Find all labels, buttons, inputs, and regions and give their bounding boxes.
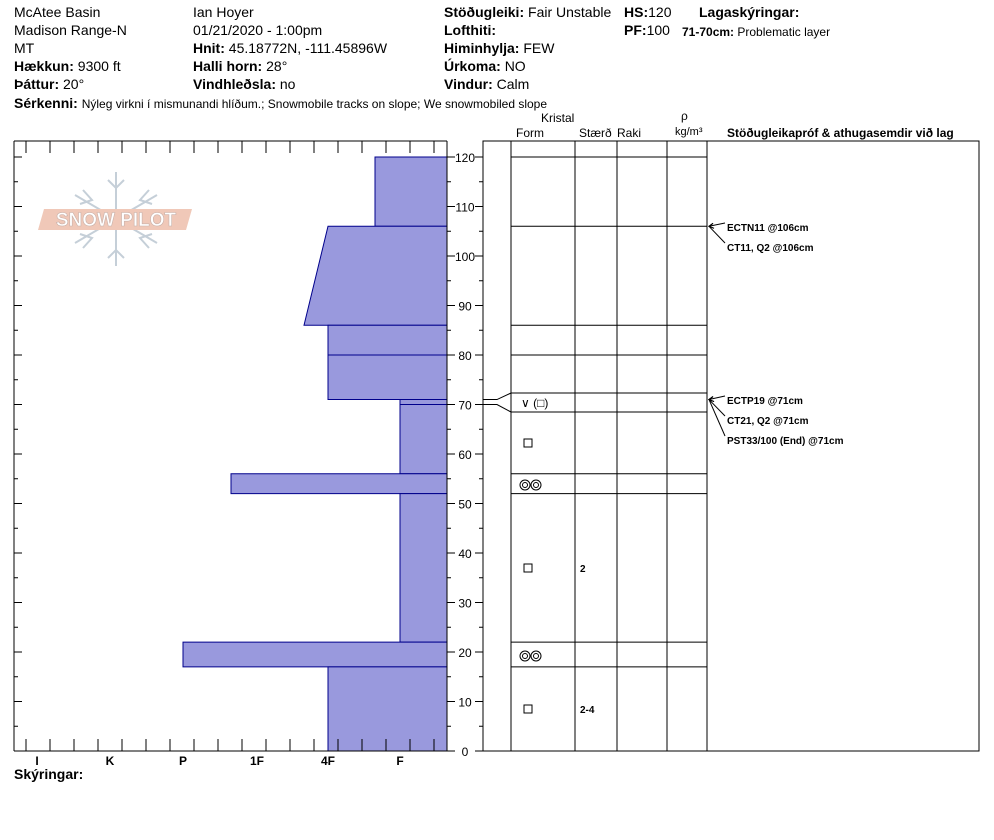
wind-loading-value: no [279, 76, 296, 92]
hardness-label: K [105, 754, 115, 768]
stability-tests [709, 223, 844, 447]
test-label: CT11, Q2 @106cm [727, 243, 814, 254]
density-unit-header: kg/m³ [675, 126, 703, 138]
hardness-bar [400, 400, 447, 405]
crystal-form-cell [520, 480, 541, 490]
wind-label: Vindur: [444, 76, 493, 92]
faceted-icon [524, 705, 532, 713]
sky-label: Himinhylja: [444, 40, 520, 56]
crystal-size: 2-4 [580, 705, 595, 716]
pf-value: 100 [646, 22, 670, 38]
snowpilot-logo [38, 172, 192, 266]
hardness-bar [328, 355, 447, 400]
hardness-axis [35, 754, 403, 768]
crystal-header: Kristal [541, 111, 575, 125]
crystal-form-cell [520, 651, 541, 661]
melt-form-inner [523, 654, 528, 659]
melt-form-icon [520, 480, 530, 490]
hardness-label: I [35, 754, 39, 768]
precip-value: NO [504, 58, 526, 74]
moisture-header: Raki [617, 126, 642, 140]
precip-label: Úrkoma: [444, 58, 501, 74]
size-header: Stærð [579, 126, 612, 140]
hardness-bar [304, 226, 447, 325]
y-tick-label: 80 [458, 349, 472, 363]
remarks-label: Sérkenni: [14, 95, 78, 111]
melt-form-icon [531, 480, 541, 490]
elevation-label: Hækkun: [14, 58, 74, 74]
aspect-label: Þáttur: [14, 76, 60, 92]
connector-line [483, 405, 511, 413]
y-tick-label: 120 [454, 151, 476, 165]
y-tick-label: 110 [455, 200, 475, 215]
crystal-form-cell [524, 705, 595, 716]
hardness-label: P [178, 754, 188, 768]
hardness-bar [375, 157, 447, 226]
test-label: CT21, Q2 @71cm [727, 416, 809, 427]
sky-value: FEW [523, 40, 555, 56]
faceted-icon [524, 564, 532, 572]
y-tick-label: 30 [458, 596, 472, 611]
wind-value: Calm [496, 76, 530, 92]
hardness-bar [231, 474, 447, 494]
y-tick-label: 40 [458, 547, 472, 561]
slope-label: Halli horn: [193, 58, 263, 74]
melt-form-inner [534, 654, 539, 659]
observer: Ian Hoyer [193, 4, 254, 20]
test-label: ECTN11 @106cm [727, 223, 809, 234]
hardness-label: 4F [320, 754, 336, 768]
crystal-form-cell [524, 564, 586, 575]
hardness-label: F [396, 754, 404, 768]
y-tick-label: 50 [458, 497, 472, 512]
hardness-bar [328, 667, 447, 751]
location-line2: Madison Range-N [14, 22, 127, 38]
remarks-value: Nýleg virkni í mismunandi hlíðum.; Snowmobile tracks on slope; We snowmobiled slope [81, 97, 548, 111]
slope-value: 28° [266, 58, 288, 74]
melt-form-inner [523, 483, 528, 488]
y-tick-label: 0 [461, 745, 469, 759]
location-line1: McAtee Basin [14, 4, 101, 20]
y-tick-label: 70 [458, 398, 472, 413]
pf-label: PF: [624, 22, 647, 38]
hardness-bar [400, 494, 447, 642]
location-line3: MT [14, 40, 35, 56]
coords-label: Hnit: [193, 40, 225, 56]
connector-line [483, 393, 511, 400]
aspect-value: 20° [63, 76, 85, 92]
hardness-bar [328, 325, 447, 355]
stability-value: Fair Unstable [528, 4, 612, 20]
tests-header: Stöðugleikapróf & athugasemdir við lag [727, 126, 954, 140]
y-tick-label: 10 [458, 695, 472, 710]
elevation-value: 9300 ft [77, 58, 121, 74]
hardness-label: 1F [249, 754, 265, 768]
rho-header: ρ [681, 109, 688, 123]
test-label: ECTP19 @71cm [727, 396, 803, 407]
hs-label: HS: [624, 4, 649, 20]
layer-notes-label: Lagaskýringar: [699, 4, 800, 20]
hardness-bar [183, 642, 447, 667]
datetime: 01/21/2020 - 1:00pm [193, 22, 323, 38]
test-arrow [709, 400, 725, 436]
layer-note-range: 71-70cm: [682, 25, 735, 39]
y-tick-label: 60 [458, 448, 472, 462]
layer-note-text: Problematic layer [737, 25, 831, 39]
form-header: Form [516, 126, 544, 140]
melt-form-icon [520, 651, 530, 661]
y-tick-label: 100 [454, 250, 476, 264]
test-label: PST33/100 (End) @71cm [727, 436, 844, 447]
crystal-form-cell [524, 439, 532, 447]
wind-loading-label: Vindhleðsla: [193, 76, 276, 92]
stability-label: Stöðugleiki: [444, 4, 525, 20]
hardness-bars [183, 157, 447, 751]
y-tick-label: 20 [458, 646, 472, 660]
y-tick-label: 90 [458, 299, 472, 314]
notes-label: Skýringar: [14, 766, 84, 782]
melt-form-inner [534, 483, 539, 488]
test-arrow [709, 400, 725, 416]
crystal-size: 2 [580, 564, 586, 575]
surface-hoar-symbol: ∨ (□) [521, 396, 549, 410]
crystal-form-cell [521, 396, 548, 410]
logo-text: SNOW PILOT [55, 210, 177, 231]
air-temp-label: Lofthiti: [444, 22, 497, 38]
coords-value: 45.18772N, -111.45896W [228, 40, 388, 56]
faceted-icon [524, 439, 532, 447]
melt-form-icon [531, 651, 541, 661]
hs-value: 120 [648, 4, 672, 20]
hardness-bar [400, 405, 447, 474]
test-arrow [709, 226, 725, 243]
